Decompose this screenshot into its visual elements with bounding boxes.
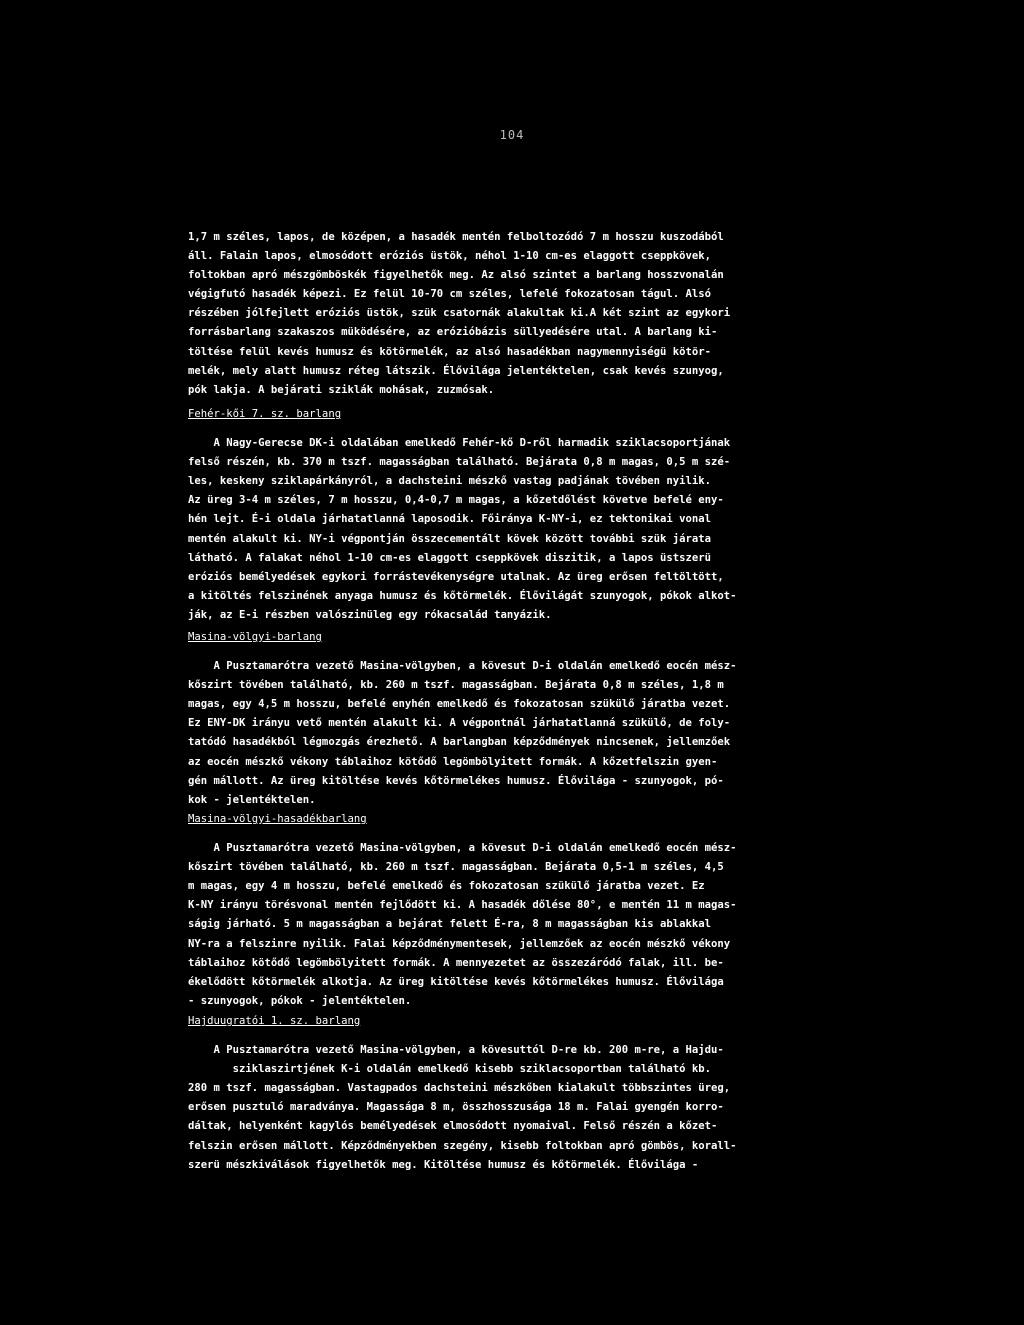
text-line: gén mállott. Az üreg kitöltése kevés kőtörmelékes humusz. Élővilága - szunyogok, pó- <box>188 774 724 787</box>
text-line: hén lejt. É-i oldala járhatatlanná laposodik. Főiránya K-NY-i, ez tektonikai vonal <box>188 513 711 526</box>
section-masina-volgyi-hasadek <box>188 810 848 1011</box>
text-line: felszin erősen mállott. Képződményekben szegény, kisebb foltokban apró gömbös, korall- <box>188 1139 737 1152</box>
text-line: eróziós bemélyedések egykori forrástevékenységre utalnak. Az üreg erősen feltöltött, <box>188 570 724 583</box>
text-line: kőszirt tövében található, kb. 260 m tszf. magasságban. Bejárata 0,8 m széles, 1,8 m <box>188 679 724 692</box>
text-line: kőszirt tövében található, kb. 260 m tszf. magasságban. Bejárata 0,5-1 m széles, 4,5 <box>188 861 724 874</box>
text-line: melék, mely alatt humusz réteg látszik. Élővilága jelentéktelen, csak kevés szunyog, <box>188 364 724 377</box>
text-line: ékelődött kőtörmelék alkotja. Az üreg kitöltése kevés kőtörmelékes humusz. Élővilága <box>188 975 724 988</box>
text-line: NY-ra a felszinre nyilik. Falai képződménymentesek, jellemzőek az eocén mészkő vékony <box>188 937 731 950</box>
text-line: K-NY irányu törésvonal mentén fejlődött ki. A hasadék dőlése 80°, e mentén 11 m magas- <box>188 899 737 912</box>
text-line: dáltak, helyenként kagylós bemélyedések elmosódott nyomaival. Felső részén a kőzet- <box>188 1120 718 1133</box>
text-line: a kitöltés felszinének anyaga humusz és kőtörmelék. Élővilágát szunyogok, pókok alkot- <box>188 589 737 602</box>
text-line: ságig járható. 5 m magasságban a bejárat felett É-ra, 8 m magasságban kis ablakkal <box>188 918 711 931</box>
page-number: 104 <box>499 128 525 142</box>
text-line: 1,7 m széles, lapos, de középen, a hasadék mentén felboltozódó 7 m hosszu kuszodából <box>188 231 724 243</box>
section-masina-volgyi <box>188 628 848 810</box>
text-line: töltése felül kevés humusz és kötörmelék, az alsó hasadékban nagymennyiségü kötör- <box>188 345 711 358</box>
text-line: Az üreg 3-4 m széles, 7 m hosszu, 0,4-0,7 m magas, a kőzetdőlést követve befelé eny- <box>188 494 724 507</box>
text-line: m magas, egy 4 m hosszu, befelé emelkedő és fokozatosan szükülő járatba vezet. Ez <box>188 880 705 893</box>
text-line: mentén alakult ki. NY-i végpontján összecementált kövek között további szük járata <box>188 532 711 545</box>
text-line: 280 m tszf. magasságban. Vastagpados dachsteini mészkőben kialakult többszintes üreg, <box>188 1082 731 1095</box>
text-line: ják, az E-i részben valószinüleg egy rókacsalád tanyázik. <box>188 608 552 621</box>
text-line: tatódó hasadékból légmozgás érezhető. A barlangban képződmények nincsenek, jellemzőek <box>188 736 731 749</box>
section-heading: Masina-völgyi-hasadékbarlang <box>188 813 367 825</box>
text-line: foltokban apró mészgömböskék figyelhetők meg. Az alsó szintet a barlang hosszvonalán <box>188 269 724 282</box>
text-line: - szunyogok, pókok - jelentéktelen. <box>188 994 412 1007</box>
section-hajduugratoi <box>188 1012 848 1175</box>
text-line: A Nagy-Gerecse DK-i oldalában emelkedő Fehér-kő D-ről harmadik sziklacsoportjának <box>188 437 731 450</box>
text-line: táblaihoz kötődő legömbölyitett formák. A mennyezetet az összezáródó falak, ill. be- <box>188 956 724 969</box>
text-line: forrásbarlang szakaszos müködésére, az erózióbázis süllyedésére utal. A barlang ki- <box>188 326 718 339</box>
text-line: A Pusztamarótra vezető Masina-völgyben, a kövesut D-i oldalán emelkedő eocén mész- <box>188 842 737 855</box>
text-line: felső részén, kb. 370 m tszf. magasságban található. Bejárata 0,8 m magas, 0,5 m szé- <box>188 456 731 469</box>
text-line: kok - jelentéktelen. <box>188 793 316 806</box>
text-line: sziklaszirtjének K-i oldalán emelkedő kisebb sziklacsoportban található kb. <box>188 1063 711 1076</box>
text-line: pók lakja. A bejárati sziklák mohásak, zuzmósak. <box>188 383 495 396</box>
text-line: látható. A falakat néhol 1-10 cm-es elaggott cseppkövek diszitik, a lapos üstszerü <box>188 551 711 564</box>
text-line: áll. Falain lapos, elmosódott eróziós üstök, néhol 1-10 cm-es elaggott cseppkövek, <box>188 250 711 263</box>
section-fehér-koi <box>188 405 848 625</box>
section-heading: Masina-völgyi-barlang <box>188 631 322 643</box>
text-line: les, keskeny sziklapárkányról, a dachsteini mészkő vastag padjának tövében nyilik. <box>188 475 711 488</box>
section-heading: Hajduugratói 1. sz. barlang <box>188 1015 361 1027</box>
text-line: A Pusztamarótra vezető Masina-völgyben, a kövesuttól D-re kb. 200 m-re, a Hajdu- <box>188 1044 724 1057</box>
text-line: A Pusztamarótra vezető Masina-völgyben, a kövesut D-i oldalán emelkedő eocén mész- <box>188 660 737 673</box>
text-line: az eocén mészkő vékony táblaihoz kötődő legömbölyitett formák. A kőzetfelszin gyen- <box>188 755 718 768</box>
text-line: Ez ENY-DK irányu vető mentén alakult ki. A végpontnál járhatatlanná szükülő, de foly- <box>188 717 731 730</box>
section-heading: Fehér-kői 7. sz. barlang <box>188 408 342 420</box>
text-line: végigfutó hasadék képezi. Ez felül 10-70 cm széles, lefelé fokozatosan tágul. Alsó <box>188 288 711 301</box>
text-line: magas, egy 4,5 m hosszu, befelé enyhén emelkedő és fokozatosan szükülő járatba vezet. <box>188 698 731 711</box>
text-line: részében jólfejlett eróziós üstök, szük csatornák alakultak ki.A két szint az egykori <box>188 307 731 320</box>
text-line: erősen pusztuló maradványa. Magassága 8 m, összhosszusága 18 m. Falai gyengén korro- <box>188 1101 724 1114</box>
intro-paragraph <box>188 228 848 400</box>
text-line: szerü mészkiválások figyelhetők meg. Kitöltése humusz és kőtörmelék. Élővilága - <box>188 1158 699 1171</box>
